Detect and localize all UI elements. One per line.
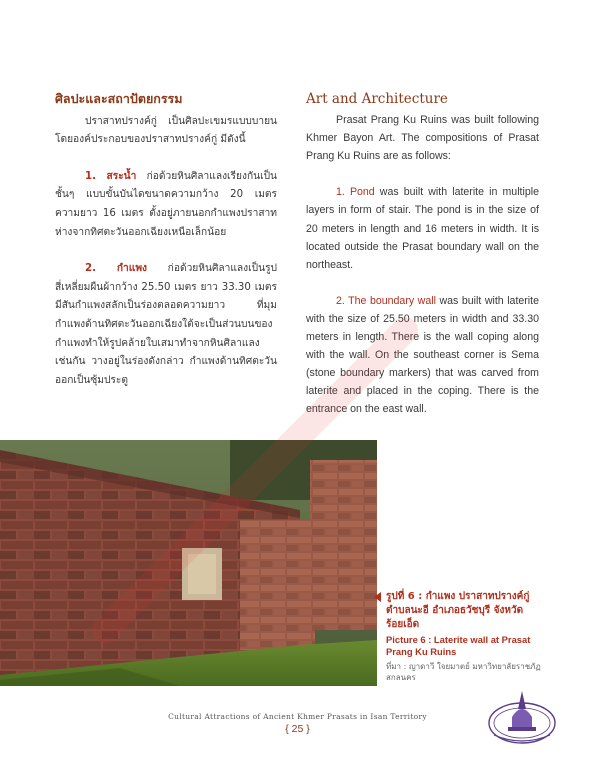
thai-item-pond-text: ก่อด้วยหินศิลาแลงเรียงกันเป็นชั้นๆ แบบขั้นบันไดขนาดความกว้าง 20 เมตร ความยาว 16 เมตร ตั้งอยู่ภายนอกกำแพงปราสาทห่างจากทิศตะวันออกเฉียงเหนือเล็กน้อย (55, 170, 277, 238)
photo-caption (386, 590, 546, 683)
thai-item-wall (55, 260, 277, 390)
footer-title: Cultural Attractions of Ancient Khmer Prasats in Isan Territory (168, 712, 427, 721)
thai-item-wall-label: 2. กำแพง (85, 263, 148, 275)
english-intro: Prasat Prang Ku Ruins was built following Khmer Bayon Art. The compositions of Prasat Prang Ku Ruins are as follows: (306, 114, 539, 163)
thai-column (55, 90, 277, 390)
english-item-pond-label: 1. Pond (336, 186, 375, 199)
page-number: { 25 } (285, 723, 310, 735)
english-heading: Art and Architecture (306, 91, 448, 107)
english-item-wall (306, 292, 539, 419)
caption-credit: ที่มา : ญาดาวี ใจยมาตย์ มหาวิทยาลัยราชภัฏสกลนคร (386, 662, 541, 682)
english-item-pond-text: was built with laterite in multiple layers in form of stair. The pond is in the size of 20 meters in length and 16 meters in width. It is located outside the Prasat boundary wall on the northeast. (306, 186, 539, 271)
pagoda-seal-logo (486, 687, 558, 749)
caption-english: Picture 6 : Laterite wall at Prasat Prang Ku Ruins (386, 634, 531, 657)
triangle-left-icon (374, 592, 381, 602)
english-item-wall-text: was built with laterite with the size of 25.50 meters in width and 33.30 meters in length. There is the wall coping along with the wall. On the southeast corner is Sema (stone boundary markers) that was carved from laterite and placed in the coping. There is the entrance on the east wall. (306, 294, 539, 416)
english-column (306, 90, 539, 419)
thai-heading: ศิลปะและสถาปัตยกรรม (55, 91, 183, 106)
caption-thai: รูปที่ 6 : กำแพง ปราสาทปรางค์กู่ ตำบลนะอี อำเภอธวัชบุรี จังหวัดร้อยเอ็ด (386, 591, 530, 630)
thai-item-wall-text: ก่อด้วยหินศิลาแลงเป็นรูปสี่เหลี่ยมผืนผ้ากว้าง 25.50 เมตร ยาว 33.30 เมตร มีสันกำแพงสลักเป็นร่องตลอดความยาว ที่มุมกำแพงด้านทิศตะวันออกเฉียงใต้จะเป็นส่วนบนของกำแพงทำให้รูปคล้ายใบเสมาทำจากหินศิลาแลงเช่นกัน วางอยู่ในร่องดังกล่าว กำแพงด้านทิศตะวันออกเป็นซุ้มประตู (55, 263, 278, 386)
thai-intro: ปราสาทปรางค์กู่ เป็นศิลปะเขมรแบบบายน โดยองค์ประกอบของปราสาทปรางค์กู่ มีดังนี้ (55, 115, 277, 146)
thai-item-pond-label: 1. สระน้ำ (85, 170, 137, 182)
laterite-wall-photo (0, 440, 377, 686)
thai-item-pond (55, 168, 277, 242)
english-item-wall-label: 2. The boundary wall (336, 294, 436, 307)
english-item-pond (306, 183, 539, 273)
